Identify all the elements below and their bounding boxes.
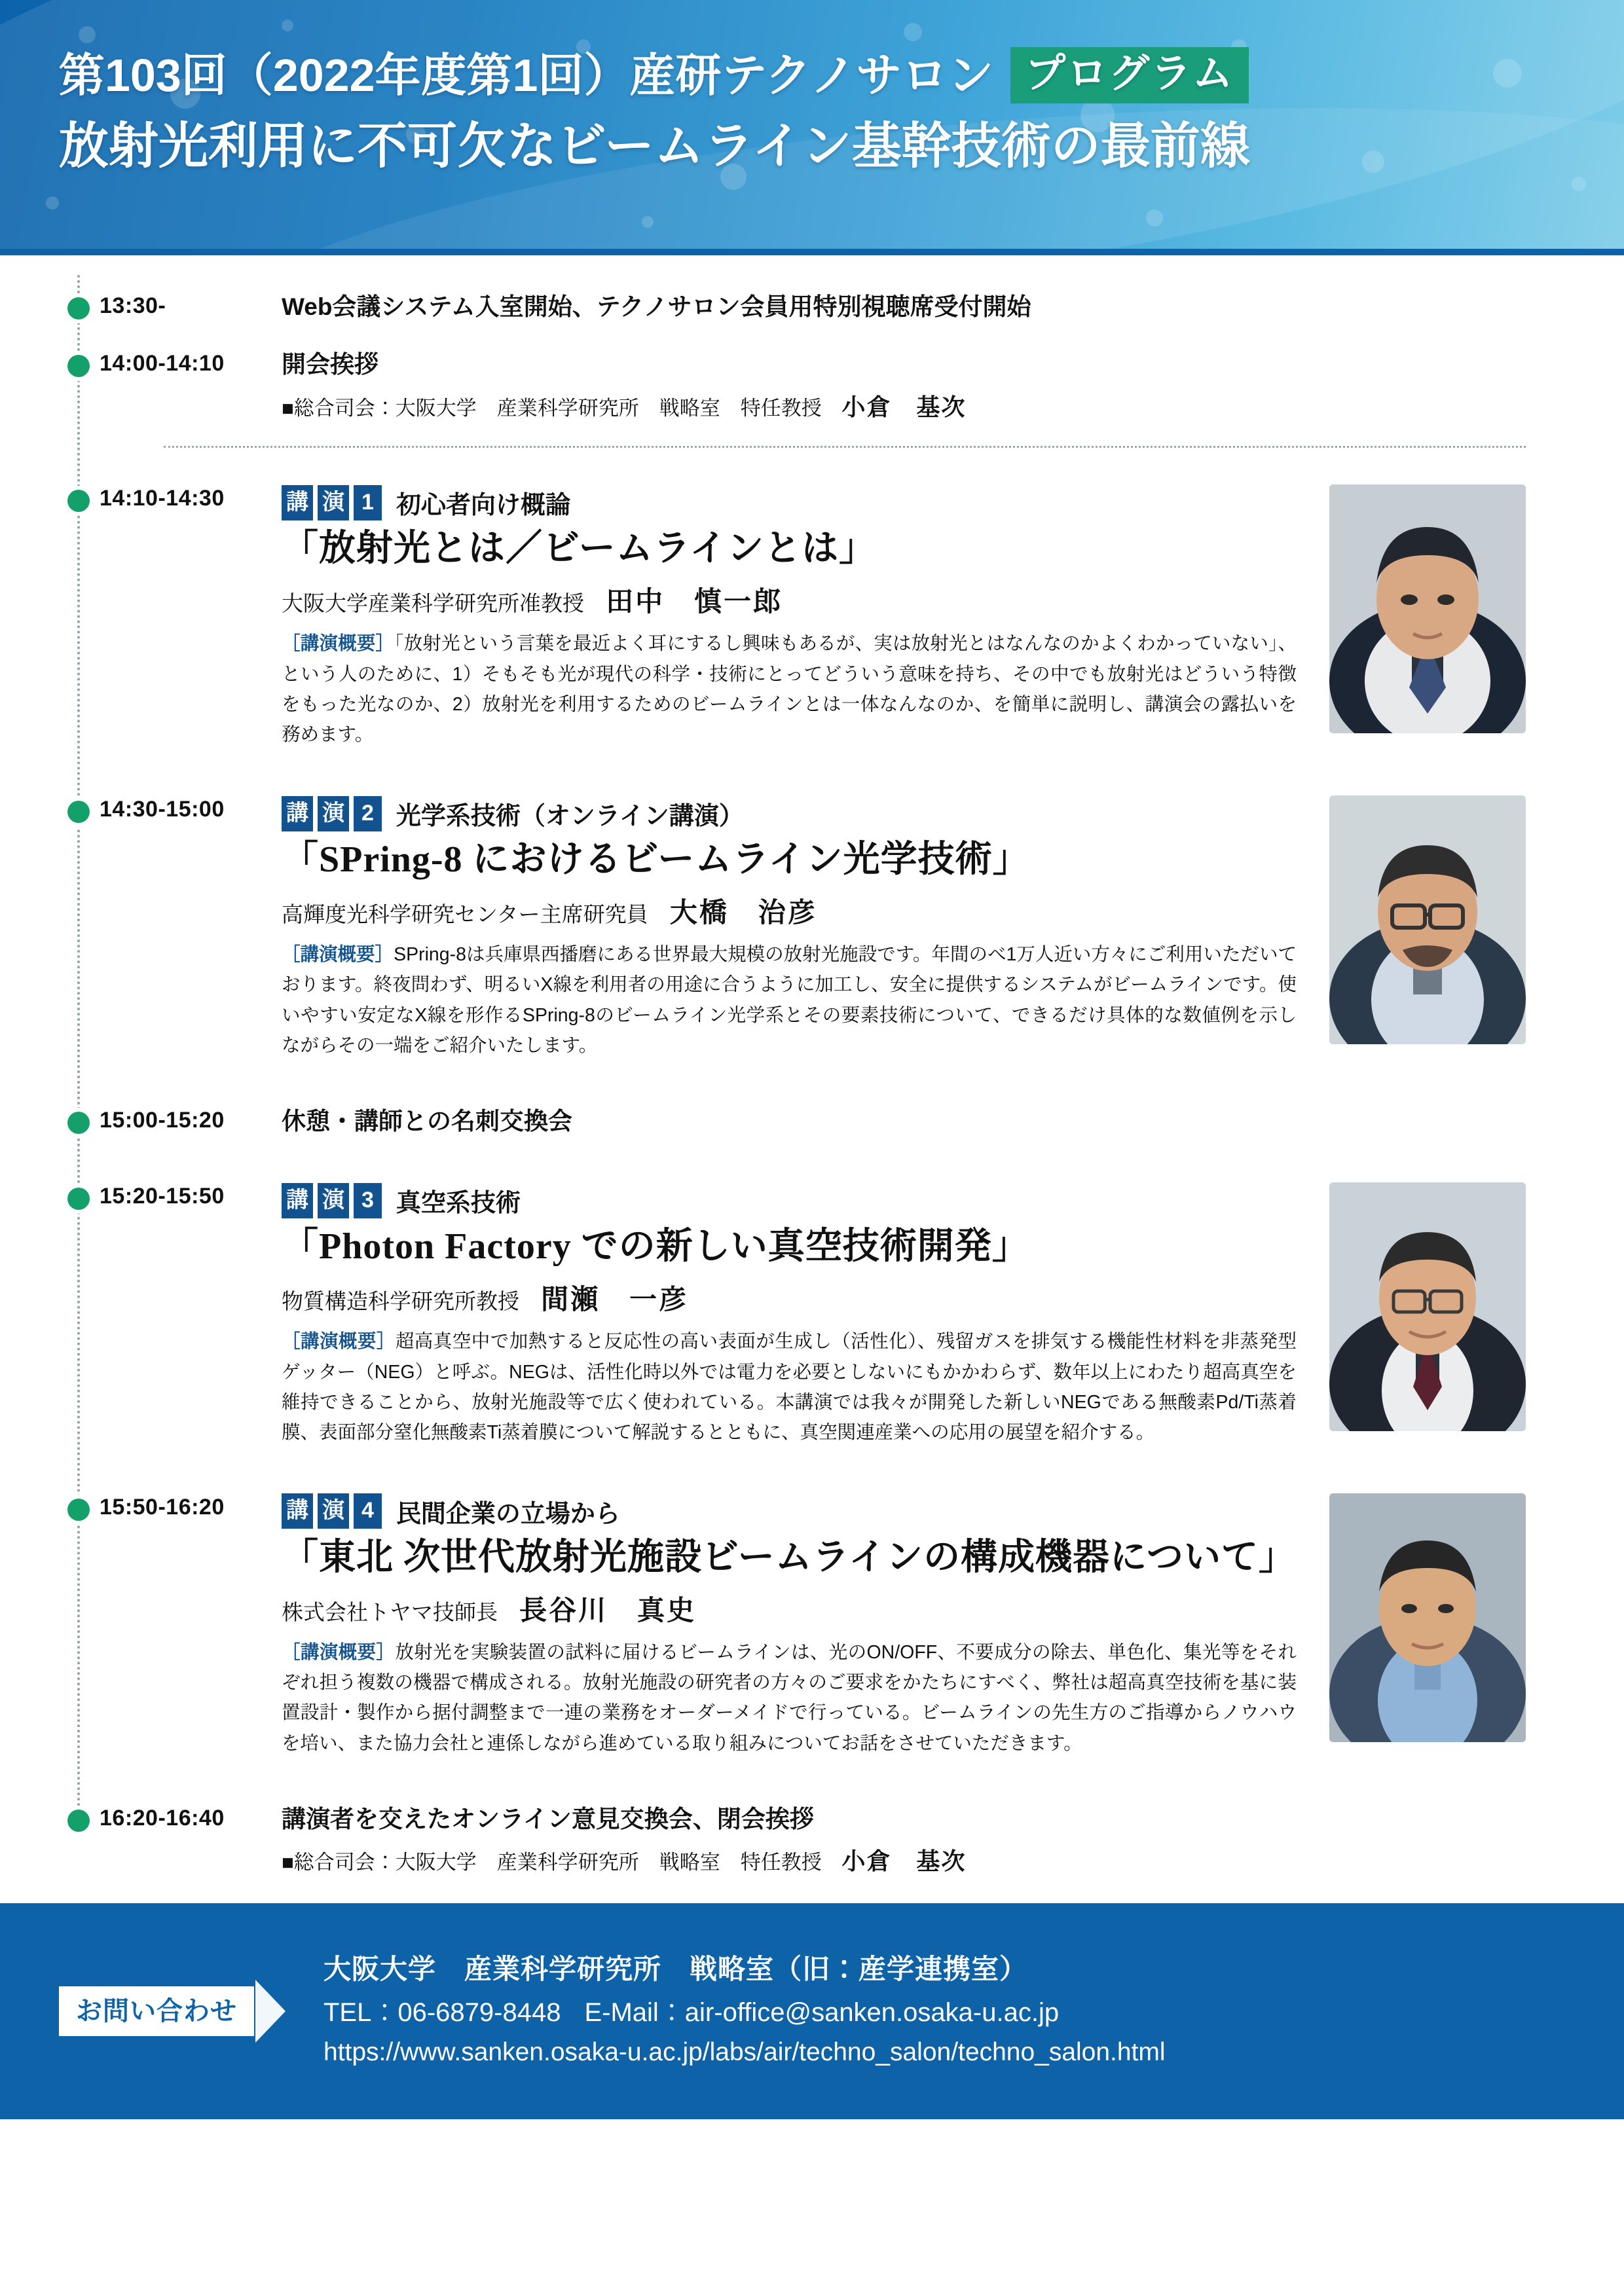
lecture-tag-kanji-1: 講 [282,485,313,520]
talk-block [282,1493,1526,1758]
schedule-subline [282,1846,1526,1877]
schedule-row [0,795,1624,1061]
speaker-affiliation: 大阪大学産業科学研究所准教授 [282,591,584,616]
speaker-affiliation: 株式会社トヤマ技師長 [282,1600,498,1625]
portrait-tanaka-image [1329,484,1526,733]
contact-details [323,1951,1166,2071]
talk-kind: 真空系技術 [396,1190,521,1218]
schedule-row [0,292,1624,322]
abstract-text: 超高真空中で加熱すると反応性の高い表面が生成し（活性化）、残留ガスを排気する機能性材料を非蒸発型ゲッター（NEG）と呼ぶ。NEGは、活性化時以外では電力を必要としないにもかかわらず、数年以上にわたり超高真空を維持できることから、放射光施設等で広く使われている。本講演では我々が開発した新しいNEGである無酸素Pd/Ti蒸着膜、表面部分窒化無酸素Ti蒸着膜について解説するとともに、真空関連産業への応用の展望を紹介する。 [282,1331,1297,1443]
schedule-subline [282,392,1526,423]
speaker-name: 田中 慎一郎 [606,586,783,617]
talk-speaker [282,1589,1297,1628]
abstract-text: 「放射光という言葉を最近よく耳にするし興味もあるが、実は放射光とはなんなのかよくわかっていない」、という人のために、1）そもそも光が現代の科学・技術にとってどういう意味を持ち、その中でも放射光はどういう特徴をもった光なのか、2）放射光を利用するためのビームラインとは一体なんなのか、を簡単に説明し、講演会の露払いを務めます。 [282,633,1297,745]
contact-email[interactable]: E-Mail：air-office@sanken.osaka-u.ac.jp [584,1997,1060,2027]
speaker-name: 大橋 治彦 [669,897,817,928]
contact-label: お問い合わせ [59,1986,254,2036]
speaker-portrait [1329,795,1526,1061]
talk-text [282,1493,1323,1758]
schedule-time-cell [65,1106,282,1133]
schedule-time-cell [65,1804,282,1831]
lecture-tag-number: 2 [354,796,382,831]
speaker-portrait [1329,1493,1526,1758]
page-header [0,0,1624,255]
lecture-tag-kanji-1: 講 [282,796,313,831]
timeline-dot-icon [67,1188,90,1210]
abstract-text: SPring-8は兵庫県西播磨にある世界最大規模の放射光施設です。年間のべ1万人近い方々にご利用いただいております。終夜問わず、明るいX線を利用者の用途に合うように加工し、安全に提供するシステムがビームラインです。使いやすい安定なX線を形作るSPring-8のビームライン光学系とその要素技術について、できるだけ具体的な数値例を示しながらその一端をご紹介いたします。 [282,944,1297,1056]
talk-text [282,484,1323,750]
schedule-content [282,292,1526,322]
talk-kind: 初心者向け概論 [396,492,570,520]
lecture-tag-number: 3 [354,1183,382,1218]
contact-organization: 大阪大学 産業科学研究所 戦略室（旧：産学連携室） [323,1954,1028,1985]
contact-url[interactable]: https://www.sanken.osaka-u.ac.jp/labs/air/techno_salon/techno_salon.html [323,2037,1166,2066]
talk-speaker [282,1278,1297,1317]
schedule-content [282,1106,1526,1137]
contact-tel: TEL：06-6879-8448 [323,1997,561,2027]
lecture-tag-kanji-2: 演 [318,485,349,520]
talk-title: 「放射光とは／ビームラインとは」 [282,528,877,570]
lecture-tag-number: 4 [354,1493,382,1529]
schedule-time-cell [65,795,282,822]
portrait-hasegawa-image [1329,1493,1526,1742]
abstract-label: ［講演概要］ [282,1642,396,1664]
event-subtitle: 放射光利用に不可欠なビームライン基幹技術の最前線 [59,118,1250,174]
talk-block [282,1182,1526,1448]
schedule-content [282,484,1526,750]
talk-speaker [282,891,1297,930]
talk-kind: 民間企業の立場から [396,1500,620,1528]
contact-footer [0,1903,1624,2119]
schedule-row [0,1493,1624,1758]
schedule-title: Web会議システム入室開始、テクノサロン会員用特別視聴席受付開始 [282,293,1031,320]
schedule-time: 13:30- [100,293,166,318]
schedule-content [282,1493,1526,1758]
schedule-time-cell [65,1182,282,1209]
schedule-content [282,1182,1526,1448]
schedule-content [282,350,1526,422]
timeline-dot-icon [67,297,90,319]
talk-text [282,1182,1323,1448]
schedule-row [0,1182,1624,1448]
schedule-time: 15:50-16:20 [100,1494,225,1520]
talk-abstract [282,1637,1297,1758]
contact-chip [59,1980,286,2043]
moderator-affiliation: ■総合司会：大阪大学 産業科学研究所 戦略室 特任教授 [282,396,822,420]
talk-head [282,484,1297,520]
schedule-time: 15:20-15:50 [100,1184,225,1209]
schedule-time: 15:00-15:20 [100,1107,225,1133]
talk-speaker [282,580,1297,619]
talk-head [282,795,1297,831]
talk-title: 「東北 次世代放射光施設ビームラインの構成機器について」 [282,1537,1296,1578]
abstract-label: ［講演概要］ [282,944,394,966]
lecture-tag-kanji-2: 演 [318,1183,349,1218]
schedule-time-cell [65,350,282,376]
moderator-affiliation: ■総合司会：大阪大学 産業科学研究所 戦略室 特任教授 [282,1851,822,1874]
talk-head [282,1182,1297,1218]
moderator-name: 小倉 基次 [841,393,967,420]
abstract-label: ［講演概要］ [282,633,395,655]
timeline-dot-icon [67,355,90,377]
schedule-row [0,1804,1624,1877]
talk-block [282,795,1526,1061]
header-bottom-rule [0,249,1624,255]
lecture-tag-kanji-2: 演 [318,1493,349,1529]
talk-title: 「SPring-8 におけるビームライン光学技術」 [282,839,1030,881]
speaker-affiliation: 高輝度光科学研究センター主席研究員 [282,902,648,927]
lecture-tag-number: 1 [354,485,382,520]
lecture-tag [282,1493,382,1529]
speaker-portrait [1329,1182,1526,1448]
lecture-tag [282,1183,382,1218]
lecture-tag-kanji-1: 講 [282,1183,313,1218]
schedule-row [0,484,1624,750]
schedule-time: 14:00-14:10 [100,351,225,376]
speaker-affiliation: 物質構造科学研究所教授 [282,1289,519,1314]
schedule-time-cell [65,484,282,511]
schedule-row [0,1106,1624,1137]
talk-abstract [282,1326,1297,1448]
schedule-title: 開会挨拶 [282,351,378,378]
program-schedule [0,255,1624,1877]
talk-block [282,484,1526,750]
arrow-right-icon [255,1980,286,2043]
contact-tel-email [323,1994,1166,2032]
talk-title: 「Photon Factory での新しい真空技術開発」 [282,1226,1029,1267]
schedule-title: 休憩・講師との名刺交換会 [282,1107,572,1135]
schedule-content [282,795,1526,1061]
talk-text [282,795,1323,1061]
talk-kind: 光学系技術（オンライン講演） [396,803,744,831]
timeline-dot-icon [67,801,90,823]
event-title: 第103回（2022年度第1回）産研テクノサロン [59,50,994,101]
schedule-time-cell [65,292,282,319]
timeline-dot-icon [67,1112,90,1134]
abstract-label: ［講演概要］ [282,1331,396,1353]
schedule-content [282,1804,1526,1877]
header-title-line-1 [59,47,1624,103]
talk-abstract [282,629,1297,750]
portrait-ohashi-image [1329,795,1526,1044]
schedule-title: 講演者を交えたオンライン意見交換会、閉会挨拶 [282,1805,814,1832]
schedule-time: 14:30-15:00 [100,797,225,822]
schedule-time: 14:10-14:30 [100,486,225,511]
moderator-name: 小倉 基次 [841,1848,967,1875]
talk-head [282,1493,1297,1529]
timeline-dot-icon [67,490,90,512]
program-badge: プログラム [1010,47,1248,103]
schedule-time-cell [65,1493,282,1520]
lecture-tag-kanji-1: 講 [282,1493,313,1529]
lecture-tag-kanji-2: 演 [318,796,349,831]
speaker-name: 間瀬 一彦 [541,1284,689,1315]
abstract-text: 放射光を実験装置の試料に届けるビームラインは、光のON/OFF、不要成分の除去、単色化、集光等をそれぞれ担う複数の機器で構成される。放射光施設の研究者の方々のご要求をかたちにすべく、弊社は超高真空技術を基に装置設計・製作から据付調整まで一連の業務をオーダーメイドで行っている。ビームラインの先生方のご指導からノウハウを培い、また協力会社と連係しながら進めている取り組みについてお話をさせていただきます。 [282,1642,1297,1754]
talk-abstract [282,939,1297,1061]
lecture-tag [282,796,382,831]
schedule-row [0,350,1624,422]
lecture-tag [282,485,382,520]
speaker-name: 長谷川 真史 [519,1595,697,1626]
speaker-portrait [1329,484,1526,750]
timeline-dot-icon [67,1810,90,1832]
timeline-dot-icon [67,1499,90,1521]
portrait-mase-image [1329,1182,1526,1431]
schedule-time: 16:20-16:40 [100,1805,225,1831]
